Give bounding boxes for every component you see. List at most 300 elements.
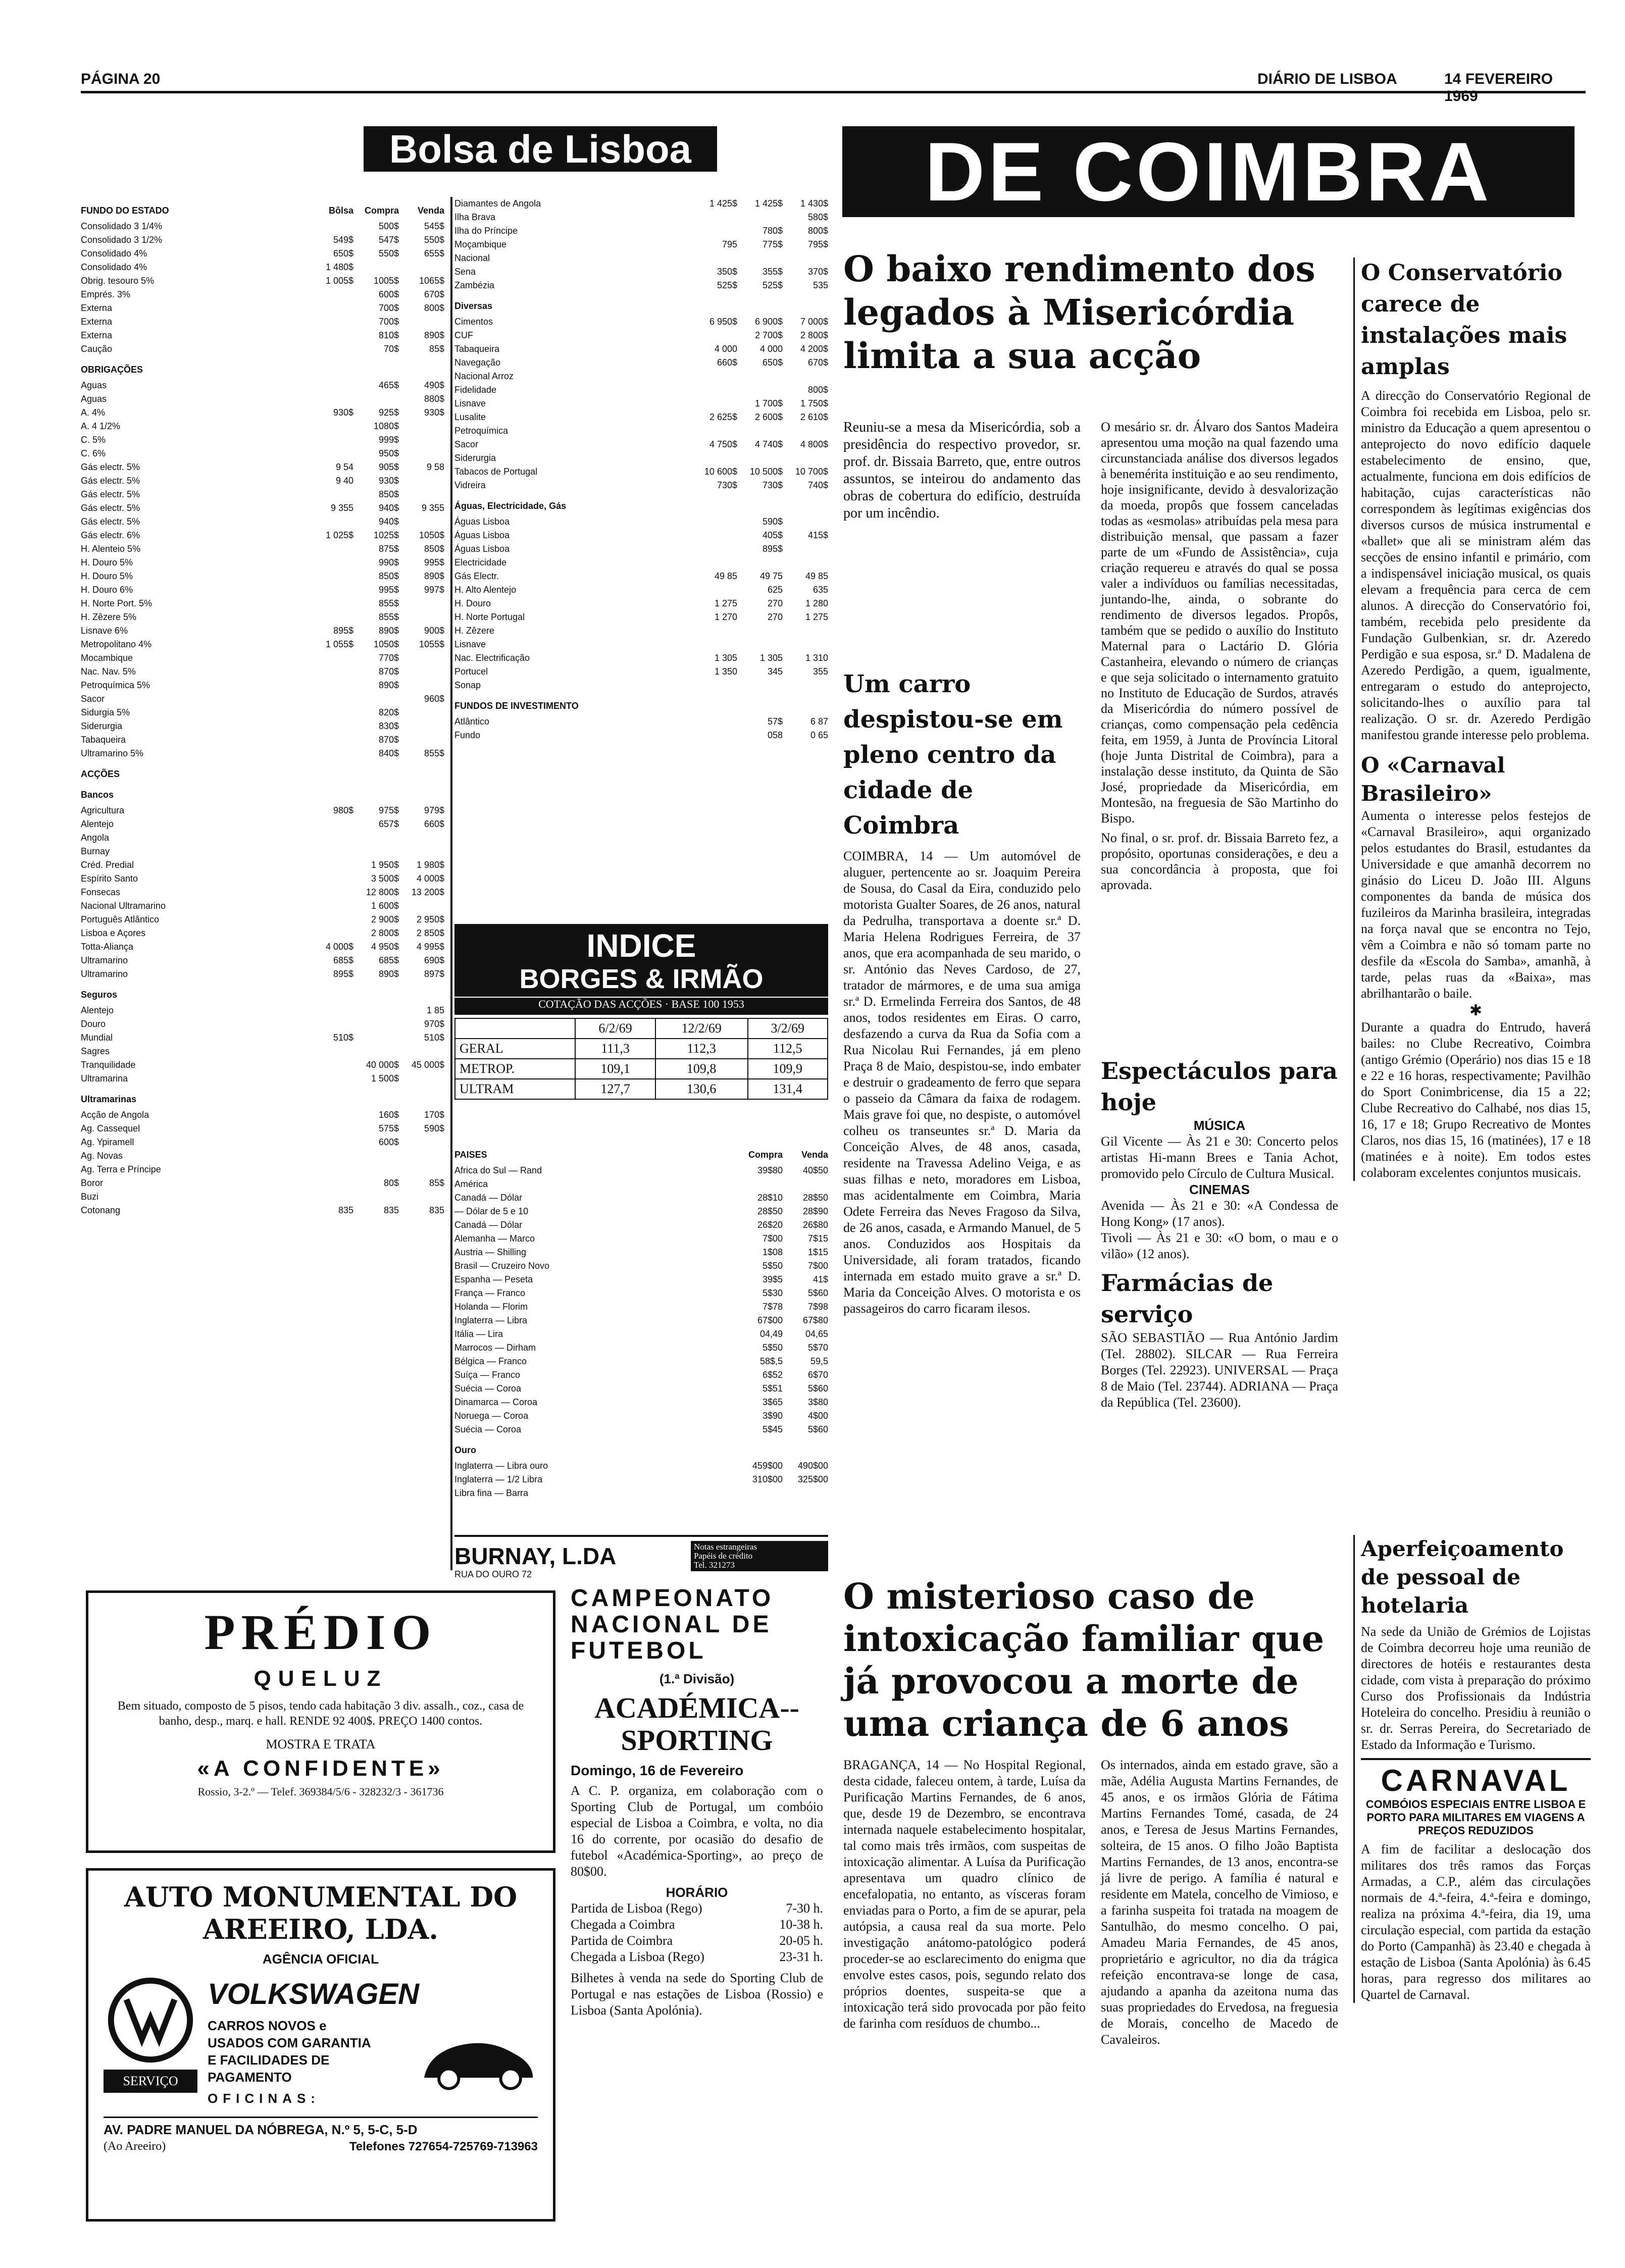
cell-bolsa	[308, 1176, 353, 1190]
table-row	[81, 220, 444, 233]
campeonato-text: A C. P. organiza, em colaboração com o Sporting Club de Portugal, um combóio especial de Lisboa a Coimbra, e volta, no dia 16 do corrente, por ocasião do desafio de futebol «Académica-Sporting», ao preço de 80$00.	[571, 1783, 823, 1879]
cell-bolsa: 2 625$	[709, 412, 737, 422]
cell-name: Nacional Ultramarino	[81, 901, 166, 911]
cell-c: 5$50	[762, 1343, 783, 1353]
cell-name: Marrocos — Dirham	[454, 1343, 536, 1353]
table-row	[454, 597, 828, 610]
cell-name: Vidreira	[454, 480, 486, 490]
cell-compra: 3 500$	[371, 873, 399, 884]
car-icon	[419, 2023, 538, 2093]
cell-bolsa: 730$	[717, 480, 737, 490]
table-row	[454, 1327, 828, 1341]
cell-compra: 999$	[378, 435, 399, 445]
cell-venda: 590$	[424, 1123, 444, 1133]
cell-venda: 0 65	[810, 730, 828, 740]
cell-bolsa	[308, 515, 353, 529]
table-row	[454, 1300, 828, 1314]
coimbra-banner: DE COIMBRA	[842, 126, 1575, 217]
cell-compra: 270	[767, 612, 783, 622]
cell-name: C. 5%	[81, 435, 106, 445]
cell-bolsa	[692, 638, 737, 651]
indice-value: 109,8	[655, 1059, 748, 1079]
cell-compra: 950$	[378, 448, 399, 458]
cell-compra: 1 500$	[371, 1073, 399, 1084]
cell-bolsa	[308, 301, 353, 315]
indice-label: METROP.	[455, 1059, 575, 1079]
table-row	[81, 529, 444, 542]
cell-compra: 975$	[378, 805, 399, 815]
cell-v: 5$60	[807, 1424, 828, 1434]
cell-name: Águas Lisboa	[454, 530, 510, 540]
cell-bolsa	[692, 542, 737, 556]
campeonato-division: (1.ª Divisão)	[659, 1671, 735, 1686]
cell-venda	[399, 706, 444, 719]
table-row	[454, 1423, 828, 1436]
cell-compra	[353, 1149, 399, 1163]
table-row	[454, 315, 828, 329]
cell-venda: 1055$	[419, 639, 444, 649]
table-row	[454, 410, 828, 424]
cell-name: H. Douro	[454, 598, 491, 608]
cell-compra: 840$	[378, 748, 399, 758]
ultramarinas-list	[81, 1108, 444, 1217]
cell-c: 3$90	[762, 1411, 783, 1421]
table-row	[454, 651, 828, 665]
table-row	[81, 665, 444, 679]
cell-venda	[783, 542, 828, 556]
cell-name: Fidelidade	[454, 385, 497, 395]
cell-c: 5$45	[762, 1424, 783, 1434]
cell-venda: 13 200$	[411, 887, 444, 897]
cell-name: Dinamarca — Coroa	[454, 1397, 538, 1407]
cell-venda	[399, 420, 444, 433]
cell-compra: 855$	[378, 612, 399, 622]
cell-venda: 170$	[424, 1110, 444, 1120]
fundos-invest-title: FUNDOS DE INVESTIMENTO	[454, 701, 579, 711]
cell-venda	[783, 515, 828, 529]
cell-name: H. Zêzere	[454, 626, 495, 636]
cell-compra: 730$	[762, 480, 783, 490]
cell-name: Burnay	[81, 846, 110, 856]
table-row	[454, 570, 828, 583]
cell-name: H. Zêzere 5%	[81, 612, 137, 622]
cell-bolsa: 1 055$	[325, 639, 353, 649]
table-row	[81, 940, 444, 954]
cell-bolsa	[308, 379, 353, 392]
cell-bolsa: 1 350	[714, 666, 737, 677]
horario-time: 20-05 h.	[779, 1933, 823, 1948]
cell-c: 6$52	[762, 1370, 783, 1380]
table-row	[81, 315, 444, 329]
indice-table	[454, 1018, 828, 1100]
cell-compra: 940$	[378, 503, 399, 513]
cell-name: Boror	[81, 1178, 104, 1188]
cell-venda: 2 950$	[416, 914, 444, 924]
musica-title: MÚSICA	[1193, 1118, 1246, 1133]
burnay-line2: Papéis de crédito	[694, 1551, 753, 1561]
cell-name: H. Alenteio 5%	[81, 544, 141, 554]
cell-compra: 810$	[378, 330, 399, 340]
table-row	[454, 1191, 828, 1205]
horario-row	[571, 1949, 823, 1965]
intox-col1: BRAGANÇA, 14 — No Hospital Regional, desta cidade, faleceu ontem, à tarde, Luísa da Purificação Martins Fernandes, de 6 anos, que, desde 19 de Dezembro, se encontrava internada naquele estabelecimento hospitalar, tal como mais três irmãos, com suspeitas de intoxicação alimentar. A Luísa da Purificação apresentava um quadro clínico de encefalopatia, no entanto, as vísceras foram enviadas para o Porto, a fim de se apurar, pela autópsia, a causa real da sua morte. Pelo investigação anátomo-patológico poderá proceder-se ao esclarecimento do enigma que envolve estes casos, pois, segundo relato dos próprios doentes, suspeita-se que a intoxicação terá sido provocada por pão feito de farinha com resíduos de chumbo...	[843, 1758, 1086, 2031]
table-row	[81, 719, 444, 733]
cell-venda: 1 980$	[416, 860, 444, 870]
table-row	[454, 529, 828, 542]
seguros-title: Seguros	[81, 990, 118, 1000]
cell-venda: 835	[429, 1205, 444, 1215]
indice-value: 131,4	[748, 1079, 828, 1099]
cell-name: Acção de Angola	[81, 1110, 149, 1120]
cell-name: C. 6%	[81, 448, 106, 458]
cell-bolsa	[692, 424, 737, 438]
cell-venda: 655$	[424, 248, 444, 259]
cell-compra: 6 900$	[754, 317, 783, 327]
predio-text: Bem situado, composto de 5 pisos, tendo cada habitação 3 div. assalh., coz., casa de banho, desp., marq. e hall. RENDE 92 400$. PREÇO 1400 contos.	[117, 1699, 524, 1728]
col2-fundos-invest-list	[454, 715, 828, 742]
cell-venda: 7 000$	[800, 317, 828, 327]
ouro-title: Ouro	[454, 1445, 476, 1455]
table-row	[81, 542, 444, 556]
cell-compra	[737, 624, 783, 638]
cell-bolsa	[692, 383, 737, 397]
cell-compra	[353, 392, 399, 406]
cell-name: Douro	[81, 1019, 106, 1029]
cell-compra: 1 600$	[371, 901, 399, 911]
cell-name: Águas Lisboa	[454, 517, 510, 527]
cell-compra: 4 740$	[754, 439, 783, 449]
table-row	[454, 1473, 828, 1486]
cell-compra: 4 950$	[371, 942, 399, 952]
cell-compra: 1050$	[373, 639, 399, 649]
cell-venda: 930$	[424, 407, 444, 418]
table-row	[81, 501, 444, 515]
cell-name: Sidurgia 5%	[81, 707, 130, 717]
cell-compra: 465$	[378, 380, 399, 390]
auto-agency: AGÊNCIA OFICIAL	[262, 1951, 379, 1967]
cell-compra: 835	[383, 1205, 399, 1215]
cell-name: Gás electr. 5%	[81, 489, 140, 499]
table-row	[454, 370, 828, 383]
cell-compra	[353, 1031, 399, 1045]
cell-compra: 12 800$	[366, 887, 399, 897]
table-row	[454, 1396, 828, 1409]
cell-name: Alemanha — Marco	[454, 1233, 535, 1244]
horario-time: 10-38 h.	[779, 1917, 823, 1932]
carnaval-sub: COMBÓIOS ESPECIAIS ENTRE LISBOA E PORTO PARA MILITARES EM VIAGENS A PREÇOS REDUZIDOS	[1365, 1798, 1586, 1837]
table-row	[81, 624, 444, 638]
cell-c: 310$00	[752, 1474, 783, 1484]
cell-venda: 890$	[424, 571, 444, 581]
cell-bolsa	[692, 211, 737, 224]
cell-venda	[783, 638, 828, 651]
cell-compra: 600$	[378, 1137, 399, 1147]
cell-compra: 890$	[378, 626, 399, 636]
bancos-title: Bancos	[81, 790, 114, 800]
cell-bolsa	[308, 665, 353, 679]
cell-compra: 870$	[378, 735, 399, 745]
cell-bolsa	[308, 1149, 353, 1163]
header-paises: PAISES	[454, 1150, 487, 1160]
cell-name: Tabaqueira	[454, 344, 500, 354]
cell-venda	[399, 610, 444, 624]
cell-compra: 930$	[378, 476, 399, 486]
cell-name: Nac. Electrificação	[454, 653, 530, 663]
cell-compra	[353, 1045, 399, 1058]
carro-text: COIMBRA, 14 — Um automóvel de aluguer, pertencente ao sr. Joaquim Pereira de Sousa, do Casal da Eira, conduzido pelo motorista Gualter Soares, de 26 anos, natural da Pedrulha, transportava a doente sr.ª D. Maria Helena Rodrigues Ferreira, de 37 anos, que era acompanhada de seu marido, o sr. António das Neves Cardoso, de 27, tratador de mármores, e de uma sua amiga sr.ª D. Ermelinda Ferreira dos Santos, de 48 anos, todos residentes em Eiras. O carro, desfazendo a curva da Rua da Sofia com a Rua Nicolau Rui Fernandes, já em pleno Praça 8 de Maio, despistou-se, indo embater e destruir o gradeamento de ferro que separa o passeio da Câmara da faixa de rodagem. Mais grave foi que, no despiste, o automóvel colheu os transeuntes sr.ª D. Maria da Conceição Alves, de 48 anos, casada, residente na Travessa Adelino Veiga, e as suas filhas e neto, moradores em Lisboa, mas acidentalmente em Coimbra, Maria Odete Ferreira das Neves Fragoso da Silva, de 26 anos, casada, e Armando Manuel, de 5 anos. Conduzidos aos Hospitais da Universidade, ali foram tratados, ficando internada em estado muito grave a sr.ª D. Maria da Conceição Alves. O motorista e os passageiros do carro ficaram ilesos.	[843, 849, 1081, 1316]
cell-name: Caução	[81, 344, 113, 354]
header-bolsa: Bôlsa	[328, 205, 353, 216]
cell-name: Ag. Cassequel	[81, 1123, 140, 1133]
cell-bolsa	[308, 288, 353, 301]
auto-text: CARROS NOVOS e USADOS COM GARANTIA E FACILIDADES DE PAGAMENTO	[208, 2018, 371, 2085]
newspaper-name: DIÁRIO DE LISBOA	[1257, 71, 1397, 87]
cell-compra: 80$	[383, 1178, 399, 1188]
table-row	[454, 1273, 828, 1286]
table-row	[454, 1232, 828, 1246]
cell-name: Suécia — Coroa	[454, 1424, 522, 1434]
cell-name: Petroquímica 5%	[81, 680, 150, 690]
table-row	[454, 638, 828, 651]
cell-bolsa	[308, 1004, 353, 1017]
cell-name: Siderurgia	[454, 453, 496, 463]
table-row	[81, 488, 444, 501]
table-row	[454, 265, 828, 279]
cell-name: Inglaterra — 1/2 Libra	[454, 1474, 543, 1484]
cell-compra: 4 000	[759, 344, 783, 354]
cell-compra: 500$	[378, 221, 399, 231]
cell-name: Africa do Sul — Rand	[454, 1165, 542, 1175]
cell-venda	[399, 315, 444, 329]
table-row	[81, 1163, 444, 1176]
cell-name: H. Douro 5%	[81, 557, 133, 568]
cell-compra: 345	[767, 666, 783, 677]
cell-venda	[783, 251, 828, 265]
cell-venda: 670$	[424, 289, 444, 299]
cell-name: Petroquímica	[454, 426, 509, 436]
cell-v: 5$60	[807, 1288, 828, 1298]
cell-bolsa	[308, 1017, 353, 1031]
indice-date: 3/2/69	[748, 1018, 828, 1039]
intox-headline: O misterioso caso de intoxicação familiar que já provocou a morte de uma criança de 6 anos	[843, 1575, 1325, 1744]
cell-name: Gás electr. 5%	[81, 517, 140, 527]
cell-name: Aguas	[81, 394, 107, 404]
indice-strip: COTAÇÃO DAS ACÇÕES · BASE 100 1953	[454, 997, 828, 1011]
cell-compra: 547$	[378, 235, 399, 245]
table-row	[81, 420, 444, 433]
cell-venda: 545$	[424, 221, 444, 231]
campeonato-footer: Bilhetes à venda na sede do Sporting Club de Portugal e nas estações de Lisboa (Rossio) e Lisboa (Santa Apolónia).	[571, 1971, 823, 2018]
table-row	[454, 211, 828, 224]
table-row	[81, 342, 444, 356]
cell-name: Gás electr. 6%	[81, 530, 140, 540]
table-row	[454, 1259, 828, 1273]
cell-venda: 2 850$	[416, 928, 444, 938]
cell-venda	[399, 1045, 444, 1058]
horario-label: Partida de Coimbra	[571, 1933, 673, 1948]
cell-bolsa	[308, 542, 353, 556]
table-row	[454, 424, 828, 438]
table-row	[81, 1004, 444, 1017]
cell-compra	[353, 845, 399, 858]
cell-venda: 355	[812, 666, 828, 677]
cambios-list	[454, 1164, 828, 1436]
cell-venda: 960$	[424, 694, 444, 704]
aperf-headline: Aperfeiçoamento de pessoal de hotelaria	[1361, 1536, 1564, 1618]
cell-bolsa	[692, 679, 737, 692]
cell-venda	[399, 1072, 444, 1086]
misericordia-p3: No final, o sr. prof. dr. Bissaia Barreto fez, a propósito, oportunas considerações, e deu a sua concordância à proposta, que foi aprovada.	[1101, 831, 1338, 892]
cell-name: Lisboa e Açores	[81, 928, 146, 938]
cell-name: Ultramarina	[81, 1073, 128, 1084]
cell-venda: 85$	[429, 1178, 444, 1188]
cell-bolsa	[308, 1108, 353, 1122]
cell-bolsa: 10 600$	[704, 467, 737, 477]
carnaval-br-text: Aumenta o interesse pelos festejos de «Carnaval Brasileiro», aqui organizado pelos estudantes do Brasil, estudantes da Universidade e que amanhã decorrem no ginásio do Liceu D. João III. Alguns componentes da banda de música dos fuzileiros da Marinha brasileira, integradas na força naval que se encontra no Tejo, vêm a Coimbra e não só tomam parte no desfile da «Escola do Samba», amanhã, à tarde, pelas ruas da «Baixa», mas abrilhantarão o baile.	[1361, 808, 1591, 1001]
cell-venda: 2 800$	[800, 330, 828, 340]
cell-v: 7$00	[807, 1261, 828, 1271]
header-venda: Venda	[417, 205, 444, 216]
cell-bolsa	[692, 556, 737, 570]
table-row	[454, 1286, 828, 1300]
cell-v: 26$80	[802, 1220, 828, 1230]
cell-c: 26$20	[757, 1220, 783, 1230]
cell-venda	[783, 556, 828, 570]
cell-bolsa	[308, 570, 353, 583]
table-row	[454, 610, 828, 624]
cell-c: 28$10	[757, 1193, 783, 1203]
conservatorio-headline: O Conservatório carece de instalações mais amplas	[1361, 260, 1567, 380]
cell-bolsa	[308, 597, 353, 610]
cell-venda	[399, 1163, 444, 1176]
table-row	[81, 597, 444, 610]
table-row	[454, 279, 828, 292]
table-row	[81, 638, 444, 651]
col2-diversas-list	[454, 315, 828, 492]
farm-text: SÃO SEBASTIÃO — Rua António Jardim (Tel. 28802). SILCAR — Rua Ferreira Borges (Tel. 22923). UNIVERSAL — Praça 8 de Maio (Tel. 23744). ADRIANA — Praça da República (Tel. 23600).	[1101, 1330, 1338, 1410]
table-row	[81, 460, 444, 474]
header-fundo: FUNDO DO ESTADO	[81, 205, 169, 216]
cell-venda: 49 85	[805, 571, 828, 581]
cell-venda: 635	[812, 585, 828, 595]
cell-bolsa: 980$	[333, 805, 353, 815]
cell-name: Bélgica — Franco	[454, 1356, 527, 1366]
cell-venda	[399, 447, 444, 460]
cell-name: Nacional	[454, 253, 490, 263]
cell-v: 04,65	[805, 1329, 828, 1339]
cell-bolsa: 685$	[333, 955, 353, 965]
cell-venda: 970$	[424, 1019, 444, 1029]
table-row	[454, 679, 828, 692]
cell-v	[783, 1486, 828, 1500]
cell-bolsa	[308, 1190, 353, 1204]
cell-bolsa: 510$	[333, 1033, 353, 1043]
cell-venda: 800$	[807, 226, 828, 236]
cell-bolsa	[308, 583, 353, 597]
cambios	[454, 1141, 828, 1500]
cambios-headers	[454, 1148, 828, 1162]
header-compra: Compra	[748, 1150, 783, 1160]
cell-venda: 550$	[424, 235, 444, 245]
table-row	[81, 804, 444, 817]
cell-name: A. 4%	[81, 407, 106, 418]
table-row	[454, 715, 828, 729]
cell-bolsa	[308, 342, 353, 356]
cell-c: 5$50	[762, 1261, 783, 1271]
cell-name: França — Franco	[454, 1288, 526, 1298]
cell-compra: 990$	[378, 557, 399, 568]
table-row	[454, 342, 828, 356]
table-row	[81, 1136, 444, 1149]
table-row	[454, 329, 828, 342]
cell-name: Fonsecas	[81, 887, 121, 897]
cell-bolsa: 9 355	[330, 503, 353, 513]
cell-name: Mundial	[81, 1033, 113, 1043]
cell-bolsa: 1 305	[714, 653, 737, 663]
cell-bolsa	[308, 610, 353, 624]
star-divider: ✱	[1469, 1002, 1483, 1019]
cell-name: Gás electr. 5%	[81, 503, 140, 513]
indice-title: INDICE	[586, 927, 696, 964]
ultramarinas-title: Ultramarinas	[81, 1094, 137, 1104]
cell-compra: 995$	[378, 585, 399, 595]
table-row	[454, 665, 828, 679]
cell-c	[737, 1486, 783, 1500]
obrigacoes-title: OBRIGAÇÕES	[81, 365, 143, 375]
date: 14 FEVEREIRO 1969	[1444, 71, 1553, 105]
cell-c: 58$,5	[759, 1356, 783, 1366]
cell-bolsa: 49 85	[714, 571, 737, 581]
table-row	[454, 583, 828, 597]
cell-compra	[737, 556, 783, 570]
cell-compra	[737, 424, 783, 438]
cell-bolsa	[308, 706, 353, 719]
cell-compra	[353, 1190, 399, 1204]
bolsa-column-1	[81, 197, 452, 1570]
cell-venda: 535	[812, 280, 828, 290]
cell-v: 28$50	[802, 1193, 828, 1203]
burnay-name: BURNAY, L.DA	[454, 1542, 617, 1569]
cell-v: 59,5	[810, 1356, 828, 1366]
cell-venda	[783, 424, 828, 438]
cell-compra: 355$	[762, 267, 783, 277]
article-aperfeicoamento	[1353, 1535, 1591, 2003]
cell-compra: 2 600$	[754, 412, 783, 422]
col2-top-list	[454, 197, 828, 292]
col2-aguas-list	[454, 515, 828, 692]
cell-compra	[737, 383, 783, 397]
table-row	[454, 451, 828, 465]
cell-compra: 57$	[767, 716, 783, 727]
cell-venda	[399, 719, 444, 733]
cell-bolsa: 4 000$	[325, 942, 353, 952]
cell-name: Águas Lisboa	[454, 544, 510, 554]
cell-compra: 890$	[378, 680, 399, 690]
cell-compra: 770$	[378, 653, 399, 663]
cell-venda: 1050$	[419, 530, 444, 540]
cell-venda: 370$	[807, 267, 828, 277]
cell-name: Sacor	[454, 439, 479, 449]
cell-compra: 270	[767, 598, 783, 608]
cell-name: Ilha do Príncipe	[454, 226, 518, 236]
burnay-box	[691, 1541, 828, 1571]
cell-bolsa	[308, 899, 353, 913]
table-row	[454, 1314, 828, 1327]
horario-time: 23-31 h.	[779, 1949, 823, 1964]
cell-compra: 1 305	[759, 653, 783, 663]
cell-name: Consolidado 3 1/4%	[81, 221, 163, 231]
cell-name: Cotonang	[81, 1205, 121, 1215]
